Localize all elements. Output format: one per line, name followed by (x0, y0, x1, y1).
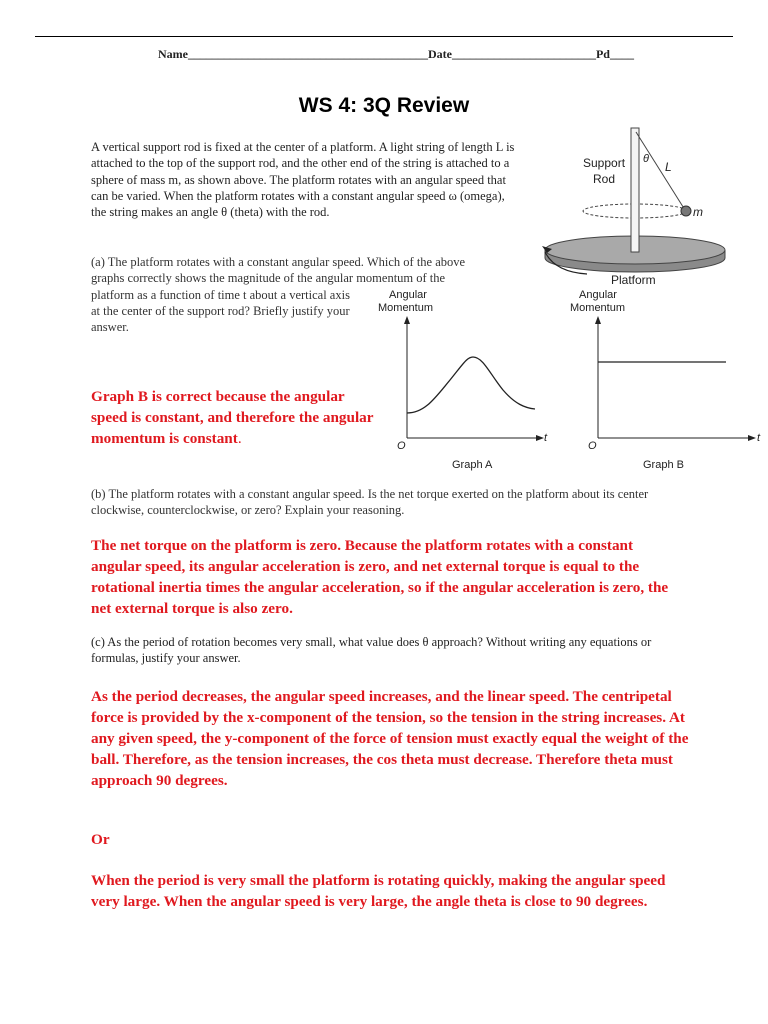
answer-b: The net torque on the platform is zero. Because the platform rotates with a constant angular speed, its angular acceleration is zero, and net external torque is equal to the rotational inertia times the angular acceleration, so if the angular acceleration is zero, the net external torque is also zero. (91, 537, 669, 617)
graph-a-caption: Graph A (452, 459, 493, 471)
graph-a-y-arrow (404, 316, 410, 324)
apparatus-diagram (525, 122, 735, 297)
theta-label: θ (643, 153, 649, 165)
sphere (681, 206, 691, 216)
graph-a-xlabel: t (544, 432, 548, 444)
graph-a (375, 286, 560, 474)
graph-b-xlabel: t (757, 432, 761, 444)
string (636, 132, 685, 210)
support-rod (631, 128, 639, 252)
graph-a-x-arrow (536, 435, 544, 441)
graph-a-ylabel-1: Angular (389, 289, 427, 301)
graph-b-caption: Graph B (643, 459, 684, 471)
page-title: WS 4: 3Q Review (298, 94, 470, 117)
name-date-period-line: Name________________________________________Date________________________Pd____ (158, 47, 634, 61)
support-label-2: Rod (593, 172, 616, 186)
answer-c-or: Or (91, 831, 110, 848)
answer-a-text: Graph B is correct because the angular speed is constant, and therefore the angular momentum is constant (91, 388, 374, 447)
answer-c-2: When the period is very small the platform is rotating quickly, making the angular speed very large. When the angular speed is very large, the angle theta is close to 90 degrees. (91, 872, 666, 910)
intro-paragraph: A vertical support rod is fixed at the center of a platform. A light string of length L is attached to the top of the support rod, and the other end of the string is attached to a sphere of mass m, as shown above. The platform rotates with an angular speed that can be varied. When the platform rotates with a constant angular speed ω (omega), the string makes an angle θ (theta) with the rod. (91, 140, 515, 220)
question-a-line1: (a) The platform rotates with a constant angular speed. Which of the above (91, 255, 466, 269)
question-a-rest: platform as a function of time t about a vertical axis at the center of the support rod? Briefly justify your answer. (91, 287, 350, 335)
graph-a-origin: O (397, 440, 406, 452)
graph-a-ylabel-2: Momentum (378, 302, 434, 314)
graph-b-ylabel-1: Angular (579, 289, 617, 301)
graph-a-curve (407, 357, 535, 413)
top-rule (35, 36, 733, 37)
mass-label: m (693, 205, 703, 219)
graph-b-origin: O (588, 440, 597, 452)
question-c: (c) As the period of rotation becomes very small, what value does θ approach? Without writing any equations or formulas, justify your answer. (91, 635, 652, 666)
answer-a-period: . (237, 430, 242, 447)
question-a-line2: graphs correctly shows the magnitude of the angular momentum of the (91, 271, 446, 286)
platform-label: Platform (611, 273, 656, 287)
graph-b-y-arrow (595, 316, 601, 324)
length-label: L (665, 160, 672, 174)
answer-c-1: As the period decreases, the angular speed increases, and the linear speed. The centripetal force is provided by the x-component of the tension, so the tension in the string increases. At any given speed, the y-component of the force of tension must exactly equal the weight of the ball. Therefore, as the tension increases, the cos theta must decrease. Therefore theta must approach 90 degrees. (91, 688, 689, 789)
graph-b (566, 286, 766, 474)
support-label-1: Support (583, 156, 626, 170)
graph-b-x-arrow (748, 435, 756, 441)
graph-b-ylabel-2: Momentum (570, 302, 626, 314)
question-b: (b) The platform rotates with a constant angular speed. Is the net torque exerted on the platform about its center clockwise, counterclockwise, or zero? Explain your reasoning. (91, 487, 649, 518)
answer-a (91, 386, 376, 449)
